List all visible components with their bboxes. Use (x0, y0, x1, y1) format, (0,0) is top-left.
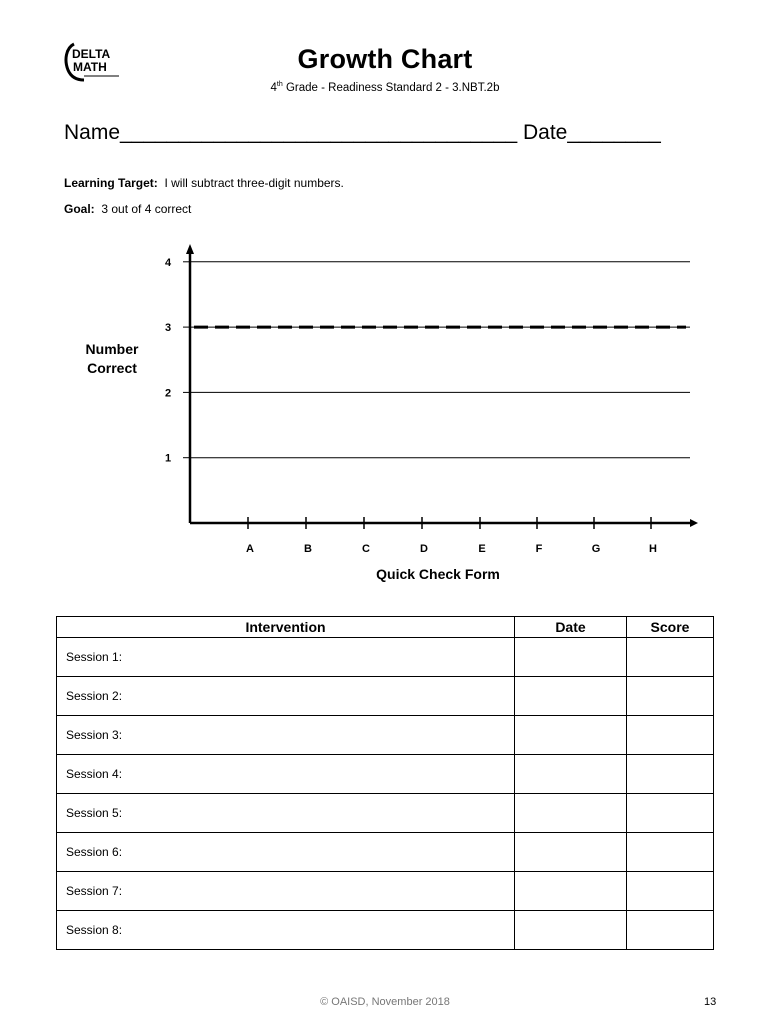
goal (64, 202, 191, 216)
session-label: Session 6: (57, 833, 515, 872)
header-intervention: Intervention (57, 617, 515, 638)
table-row (57, 911, 714, 950)
x-tick-label: D (420, 543, 428, 555)
page-title: Growth Chart (297, 44, 473, 74)
session-score-cell[interactable] (627, 716, 714, 755)
session-label: Session 4: (57, 755, 515, 794)
growth-chart (0, 238, 770, 598)
logo-text-math: MATH (73, 60, 107, 74)
table-row (57, 638, 714, 677)
name-date-row (64, 121, 661, 145)
page-subtitle (0, 81, 770, 94)
session-date-cell[interactable] (515, 872, 627, 911)
x-axis-label: Quick Check Form (376, 566, 500, 582)
session-date-cell[interactable] (515, 755, 627, 794)
name-blank[interactable]: __________________________________ (120, 121, 518, 144)
session-date-cell[interactable] (515, 677, 627, 716)
table-row (57, 833, 714, 872)
session-date-cell[interactable] (515, 911, 627, 950)
session-label: Session 8: (57, 911, 515, 950)
session-score-cell[interactable] (627, 677, 714, 716)
x-tick-label: E (478, 543, 486, 555)
y-tick-label: 1 (164, 452, 172, 465)
x-tick-label: B (304, 543, 312, 555)
footer-copyright: © OAISD, November 2018 (320, 996, 450, 1008)
session-score-cell[interactable] (627, 911, 714, 950)
session-score-cell[interactable] (627, 755, 714, 794)
x-tick-label: A (246, 543, 254, 555)
table-header-row (57, 617, 714, 638)
subtitle-grade: 4 (270, 81, 277, 94)
learning-target-text: I will subtract three-digit numbers. (164, 176, 344, 190)
session-date-cell[interactable] (515, 794, 627, 833)
session-date-cell[interactable] (515, 833, 627, 872)
session-label: Session 5: (57, 794, 515, 833)
table-row (57, 716, 714, 755)
y-tick-label: 2 (164, 387, 172, 400)
goal-text: 3 out of 4 correct (101, 202, 192, 216)
x-tick-label: F (535, 543, 543, 555)
x-tick-label: H (649, 543, 657, 555)
subtitle-standard: Grade - Readiness Standard 2 - 3.NBT.2b (282, 81, 500, 94)
x-tick-label: C (362, 543, 370, 555)
learning-target (64, 176, 344, 190)
header-date: Date (515, 617, 627, 638)
session-score-cell[interactable] (627, 872, 714, 911)
session-label: Session 1: (57, 638, 515, 677)
y-tick-label: 3 (164, 322, 172, 335)
session-date-cell[interactable] (515, 638, 627, 677)
logo-text-delta: DELTA (72, 47, 111, 61)
y-axis-arrow (186, 244, 194, 254)
name-label: Name (64, 121, 121, 144)
session-score-cell[interactable] (627, 833, 714, 872)
table-row (57, 794, 714, 833)
y-tick-label: 4 (164, 256, 172, 269)
table-row (57, 755, 714, 794)
session-label: Session 7: (57, 872, 515, 911)
intervention-table (56, 616, 714, 950)
session-score-cell[interactable] (627, 794, 714, 833)
y-axis-label-line2: Correct (87, 360, 137, 376)
session-score-cell[interactable] (627, 638, 714, 677)
session-label: Session 2: (57, 677, 515, 716)
session-date-cell[interactable] (515, 716, 627, 755)
date-label: Date (522, 121, 568, 144)
session-label: Session 3: (57, 716, 515, 755)
page-number: 13 (704, 996, 717, 1008)
date-blank[interactable]: ________ (567, 121, 661, 144)
x-tick-label: G (591, 543, 601, 555)
x-axis-arrow (690, 519, 698, 527)
subtitle-grade-suffix: th (276, 81, 283, 88)
table-row (57, 872, 714, 911)
y-axis-label-line1: Number (85, 341, 139, 357)
table-row (57, 677, 714, 716)
goal-label: Goal: (64, 202, 95, 216)
header-score: Score (627, 617, 714, 638)
learning-target-label: Learning Target: (64, 176, 158, 190)
